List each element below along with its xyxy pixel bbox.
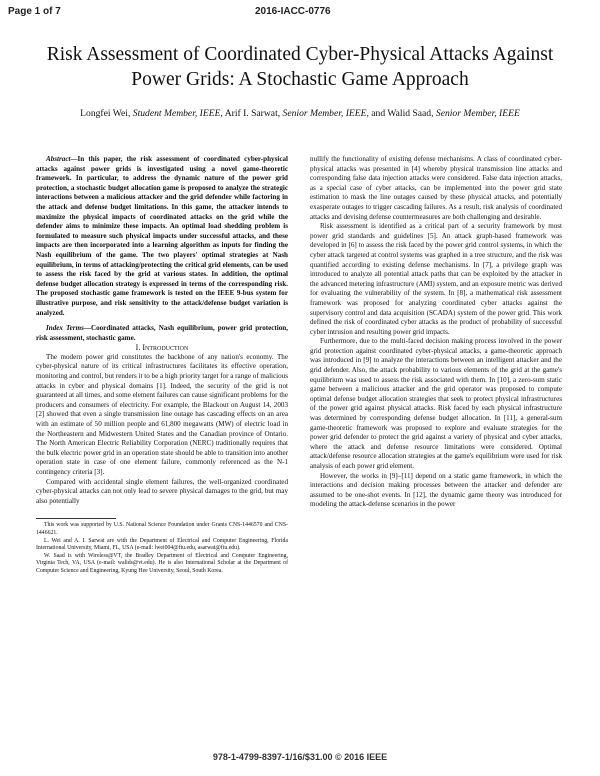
abstract-lead: Abstract <box>46 155 71 163</box>
author-name: Arif I. Sarwat, <box>224 108 281 119</box>
body-paragraph: However, the works in [9]–[11] depend on a static game framework, in which the interactions and decision making processes between the attacker and defender are assumed to be one-shot events. In [12], the dynamic game theory was introduced for modeling the attack-defense scenarios in the power <box>310 471 562 509</box>
title-line-2: Power Grids: A Stochastic Game Approach <box>131 69 469 90</box>
abstract <box>36 155 288 318</box>
author-list <box>20 108 580 119</box>
page-header <box>0 0 600 22</box>
paper-title <box>30 42 570 92</box>
body-paragraph: Furthermore, due to the multi-faced decision making process involved in the power grid protection against coordinated cyber-physical attacks, a game-theoretic approach was introduced in [9] to analyze the interactions between an intelligent attacker and the grid defender. Also, the attack probability to various elements of the grid at the game's equilibrium was used to assess the risk associated with them. In [10], a zero-sum static game between a malicious attacker and the grid operator was proposed to compute optimal defense budget allocation strategies that seek to protect physical infrastructures of the power grid against physical attacks. Risk faced by each physical infrastructure was determined by corresponding defense budget allocation. In [11], a general-sum game-theoretic framework was proposed to explore and evaluate strategies for the power grid defender to protect the grid against a variety of physical and cyber attacks, where the attack and defense resource limitations were considered. Optimal attack/defense resource allocation strategies at the game's equilibrium were used for risk analysis of each power grid element. <box>310 337 562 470</box>
footnote: L. Wei and A. I. Sarwat are with the Department of Electrical and Computer Engineering, Florida International University, Miami, FL, USA (e-mail: lwei004@fiu.edu, asarwat@fiu.edu). <box>36 537 288 552</box>
right-column <box>310 155 562 510</box>
author-role: Senior Member, IEEE, <box>282 108 369 119</box>
author-role: Senior Member, IEEE <box>435 108 520 119</box>
body-paragraph: The modern power grid constitutes the backbone of any nation's economy. The cyber-physical nature of its critical infrastructures facilitates its effective operation, monitoring and control, but renders it to be a high priority target for a range of malicious attacks in cyber and physical domains [1]. Indeed, the security of the grid is not guaranteed at all times, and some element failures can cause significant problems for the producers and consumers of electricity. For example, the Blackout on August 14, 2003 [2] showed that even a single transmission line outage has cascading effects on an area with an estimate of 50 million people and 61,800 megawatts (MW) of electric load in the Northeastern and Midwestern United States and the Canadian province of Ontario. The North American Electric Reliability Corporation (NERC) traditionally requires that the bulk electric power grid in an operation state should be able to transition into another operation state in case of one element failure, commonly referenced as the N-1 contingency criteria [3]. <box>36 352 288 476</box>
body-paragraph: Compared with accidental single element failures, the well-organized coordinated cyber-physical attacks can not only lead to severe physical damages to the grid, but may also potentially <box>36 477 288 505</box>
section-heading: I. Introduction <box>135 343 189 353</box>
footnote: W. Saad is with Wireless@VT, the Bradley Department of Electrical and Computer Engineering, Virginia Tech, VA, USA (e-mail: walids@vt.edu). He is also International Scholar at the Department of Computer Science and Engineering, Kyung Hee University, Seoul, South Korea. <box>36 552 288 574</box>
index-terms-lead: Index Terms <box>46 324 84 333</box>
left-column <box>36 155 288 576</box>
abstract-text: —In this paper, the risk assessment of coordinated cyber-physical attacks against power grids is investigated using a novel game-theoretic framework. In particular, to address the dynamic nature of the power grid protection, a stochastic budget allocation game is proposed to analyze the strategic interactions between a malicious attacker and the grid defender while factoring in the attack and defense budget limitations. In this game, the attacker intends to maximize the physical impacts of coordinated attacks on the grid while the defender aims to minimize these impacts. An optimal load shedding problem is formulated to measure such physical impacts under successful attacks, and these impacts are then incorporated into a learning algorithm as inputs for finding the Nash equilibrium of the game. The two players' optimal strategies at Nash equilibrium, in terms of attacking/protecting the critical grid elements, can be used to assess the risk faced by the grid at various states. In addition, the optimal defense budget allocation strategy is expressed in terms of the corresponding risk. The proposed stochastic game framework is tested on the IEEE 9-bus system for illustrative purpose, and risk sensitivity to the attack/defense budget variation is analyzed. <box>36 155 288 317</box>
conference-id: 2016-IACC-0776 <box>255 6 331 17</box>
footnote-divider <box>36 518 116 519</box>
footnote: This work was supported by U.S. National Science Foundation under Grants CNS-1446570 and CNS-1446621. <box>36 522 288 536</box>
index-terms-text: —Coordinated attacks, Nash equilibrium, power grid protection, risk assessment, stochastic game. <box>36 324 288 342</box>
page-indicator: Page 1 of 7 <box>8 6 61 17</box>
page-footer: 978-1-4799-8397-1/16/$31.00 © 2016 IEEE <box>212 752 388 762</box>
title-line-1: Risk Assessment of Coordinated Cyber-Physical Attacks Against <box>46 44 554 65</box>
author-name: and Walid Saad, <box>371 108 434 119</box>
footnotes <box>36 522 288 575</box>
index-terms <box>36 324 288 343</box>
author-role: Student Member, IEEE, <box>132 108 223 119</box>
body-paragraph: Risk assessment is identified as a critical part of a security framework by most power grid standards and guidelines [5]. An attack graph-based framework was developed in [6] to assess the risk faced by the power grid control systems, in which the cyber attack targeted at control systems was graphed in a tree structure, and the risk was quantified according to existing defense mechanisms. In [7], a privilege graph was introduced to analyze all potential attack paths that can be exploited by the attacker in the advanced metering infrastructure (AMI) system, and an exposure metric was derived for evaluating the vulnerability of the system. In [8], a mathematical risk assessment framework was proposed for analyzing coordinated cyber attacks against the supervisory control and data acquisition (SCADA) system of the power grid. This work defined the risk of coordinated cyber attacks as the product of probability of successful cyber intrusion and resulting power grid impacts. <box>310 222 562 336</box>
author-name: Longfei Wei, <box>80 108 131 119</box>
body-paragraph: nullify the functionality of existing defense mechanisms. A class of coordinated cyber-physical attacks was presented in [4] whereby physical transmission line attacks and corresponding false data injection attacks were considered. False data injection attacks, as a special case of cyber attacks, can be implemented into the power grid state estimation to mask the line outages caused by these physical attacks, and potentially exasperate outages to trigger cascading failures. As a result, risk analysis of coordinated attacks and devising defense countermeasures are both challenging and desirable. <box>310 155 562 221</box>
